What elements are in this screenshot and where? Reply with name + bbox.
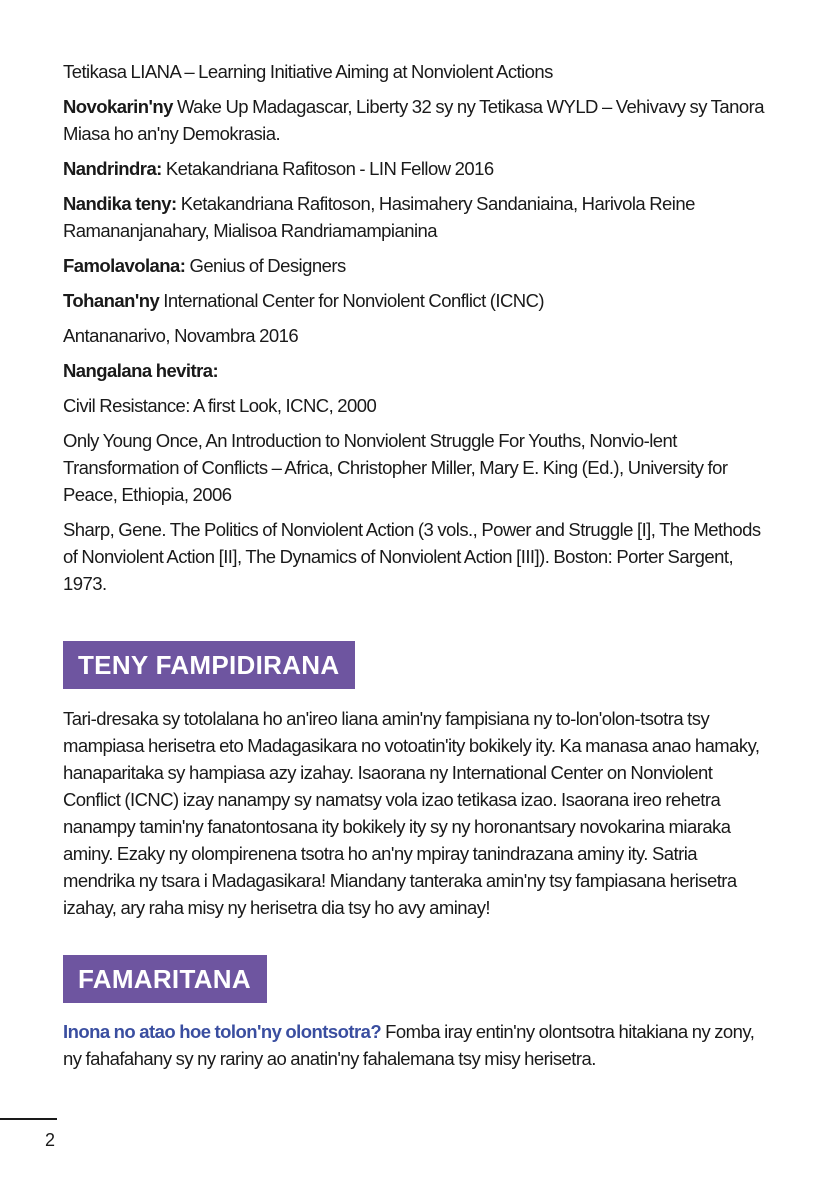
intro-section [63, 605, 768, 921]
credit-support: Tohanan'ny International Center for Nonviolent Conflict (ICNC) [63, 290, 545, 311]
definition-body [63, 1018, 768, 1072]
definition-question: Inona no atao hoe tolon'ny olontsotra? [63, 1021, 382, 1042]
reference-1: Civil Resistance: A first Look, ICNC, 2000 [63, 395, 377, 416]
credit-label: Nandika teny: [63, 193, 177, 214]
credit-label: Nandrindra: [63, 158, 162, 179]
credits-block [63, 58, 768, 597]
credit-design: Famolavolana: Genius of Designers [63, 255, 346, 276]
footer-rule [0, 1118, 57, 1120]
credit-label: Nangalana hevitra: [63, 360, 219, 381]
credit-label: Tohanan'ny [63, 290, 160, 311]
definition-answer: Fomba iray entin'ny olontsotra hitakiana ny zony, ny fahafahany sy ny rariny ao anatin'ny fahalemana tsy misy herisetra. [63, 1021, 755, 1069]
credit-translators: Nandika teny: Ketakandriana Rafitoson, Hasimahery Sandaniaina, Harivola Reine Ramananjanahary, Mialisoa Randriamampianina [63, 193, 695, 241]
page-content [63, 58, 768, 1072]
credit-place-date: Antananarivo, Novambra 2016 [63, 325, 299, 346]
credit-coordinator: Nandrindra: Ketakandriana Rafitoson - LIN Fellow 2016 [63, 158, 494, 179]
intro-body: Tari-dresaka sy totolalana ho an'ireo liana amin'ny fampisiana ny to-lon'olon-tsotra tsy mampiasa herisetra eto Madagasikara no votoatin'ity bokikely ity. Ka manasa anao hamaky, hanaparitaka sy hampiasa azy izahay. Isaorana ny International Center on Nonviolent Conflict (ICNC) izay nanampy sy namatsy vola izao tetikasa izao. Isaorana ireo rehetra nanampy tamin'ny fanatontosana ity bokikely ity sy ny horonantsary novokarina miaraka aminy. Ezaky ny olompirenena tsotra ho an'ny mpiray tanindrazana aminy ity. Satria mendrika ny tsara i Madagasikara! Miandany tanteraka amin'ny tsy fampiasana herisetra izahay, ary raha misy ny herisetra dia tsy ho avy aminay! [63, 708, 760, 918]
section-heading-definition: FAMARITANA [63, 955, 267, 1003]
credit-label: Famolavolana: [63, 255, 186, 276]
credit-sources-label [63, 357, 768, 384]
definition-section [63, 921, 768, 1072]
section-heading-intro: TENY FAMPIDIRANA [63, 641, 355, 689]
credit-producer: Novokarin'ny Wake Up Madagascar, Liberty 32 sy ny Tetikasa WYLD – Vehivavy sy Tanora Miasa ho an'ny Demokrasia. [63, 96, 764, 144]
reference-2: Only Young Once, An Introduction to Nonviolent Struggle For Youths, Nonvio-lent Transformation of Conflicts – Africa, Christopher Miller, Mary E. King (Ed.), University for Peace, Ethiopia, 2006 [63, 430, 728, 505]
page-number: 2 [45, 1130, 56, 1150]
reference-3: Sharp, Gene. The Politics of Nonviolent Action (3 vols., Power and Struggle [I], The Methods of Nonviolent Action [II], The Dynamics of Nonviolent Action [III]). Boston: Porter Sargent, 1973. [63, 519, 761, 594]
credit-project: Tetikasa LIANA – Learning Initiative Aiming at Nonviolent Actions [63, 61, 553, 82]
credit-label: Novokarin'ny [63, 96, 173, 117]
